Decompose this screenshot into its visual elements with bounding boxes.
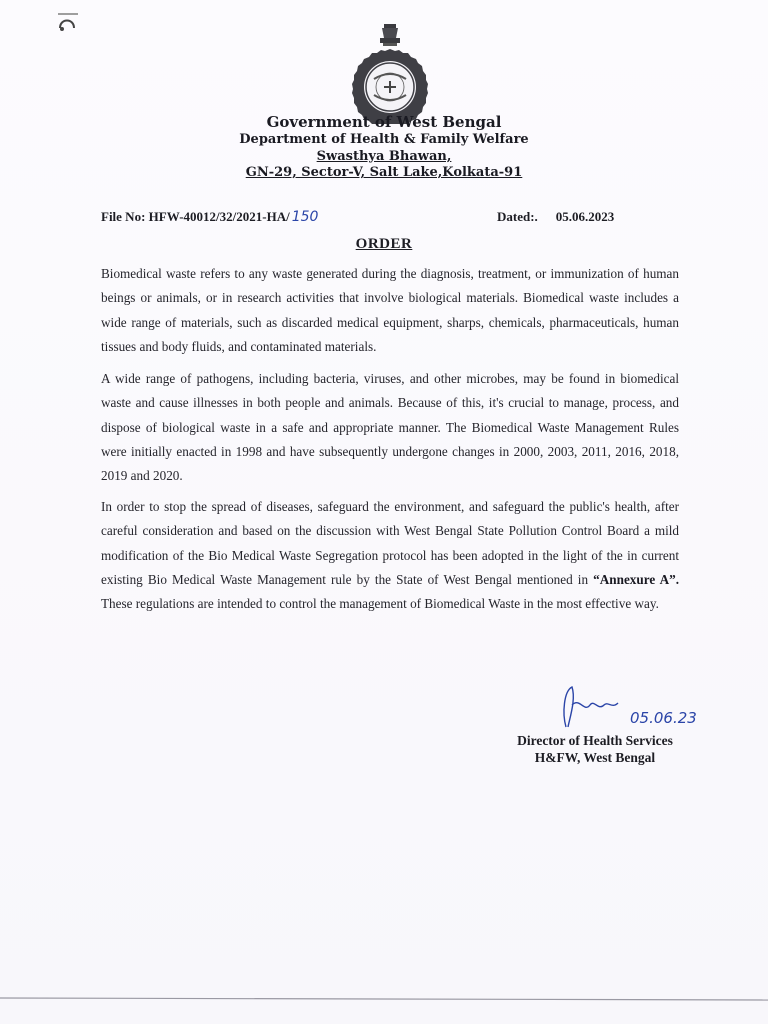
directive-text-end: These regulations are intended to control the management of Biomedical Waste in the most effective way. xyxy=(101,596,659,612)
paragraph-order-directive xyxy=(101,495,679,616)
government-emblem-icon xyxy=(340,22,440,124)
office-address: GN-29, Sector-V, Salt Lake,Kolkata-91 xyxy=(245,165,523,180)
signature-date: 05.06.23 xyxy=(630,709,697,727)
paragraph-biomedical-definition: Biomedical waste refers to any waste generated during the diagnosis, treatment, or immunization of human beings or animals, or in research activities that involve biological materials. Biomedical waste includes a wide range of materials, such as discarded medical equipment, sharps, chemicals, pharmaceuticals, human tissues and body fluids, and contaminated materials. xyxy=(101,266,679,354)
dated-line xyxy=(497,209,614,225)
annexure-reference: “Annexure A”. xyxy=(593,571,679,587)
government-name: Government of West Bengal xyxy=(266,113,502,131)
page-edge-line xyxy=(0,996,768,1002)
handwritten-file-number: 150 xyxy=(291,209,319,225)
punch-mark-icon xyxy=(56,10,80,32)
signature-icon xyxy=(552,683,732,733)
dated-label: Dated:. xyxy=(497,209,538,224)
signatory-department: H&FW, West Bengal xyxy=(534,750,656,765)
file-number xyxy=(101,209,318,225)
building-name: Swasthya Bhawan, xyxy=(316,149,452,164)
order-title: ORDER xyxy=(355,236,413,252)
directive-text-start: In order to stop the spread of diseases, safeguard the environment, and safeguard the public's health, after careful consideration and based on the discussion with West Bengal State Pollution Control Board a mild modification of the Bio Medical Waste Segregation protocol has been adopted in the light of the in current existing Bio Medical Waste Management rule by the State of West Bengal mentioned in xyxy=(101,499,679,587)
paragraph-pathogens: A wide range of pathogens, including bacteria, viruses, and other microbes, may be found in biomedical waste and cause illnesses in both people and animals. Because of this, it's crucial to manage, process, and dispose of biological waste in a safe and appropriate manner. The Biomedical Waste Management Rules were initially enacted in 1998 and have subsequently undergone changes in 2000, 2003, 2011, 2016, 2018, 2019 and 2020. xyxy=(101,371,679,484)
department-name: Department of Health & Family Welfare xyxy=(239,132,529,147)
file-number-label: File No: HFW-40012/32/2021-HA/ xyxy=(101,209,290,224)
signatory-designation: Director of Health Services xyxy=(517,733,673,748)
order-date: 05.06.2023 xyxy=(555,209,615,224)
